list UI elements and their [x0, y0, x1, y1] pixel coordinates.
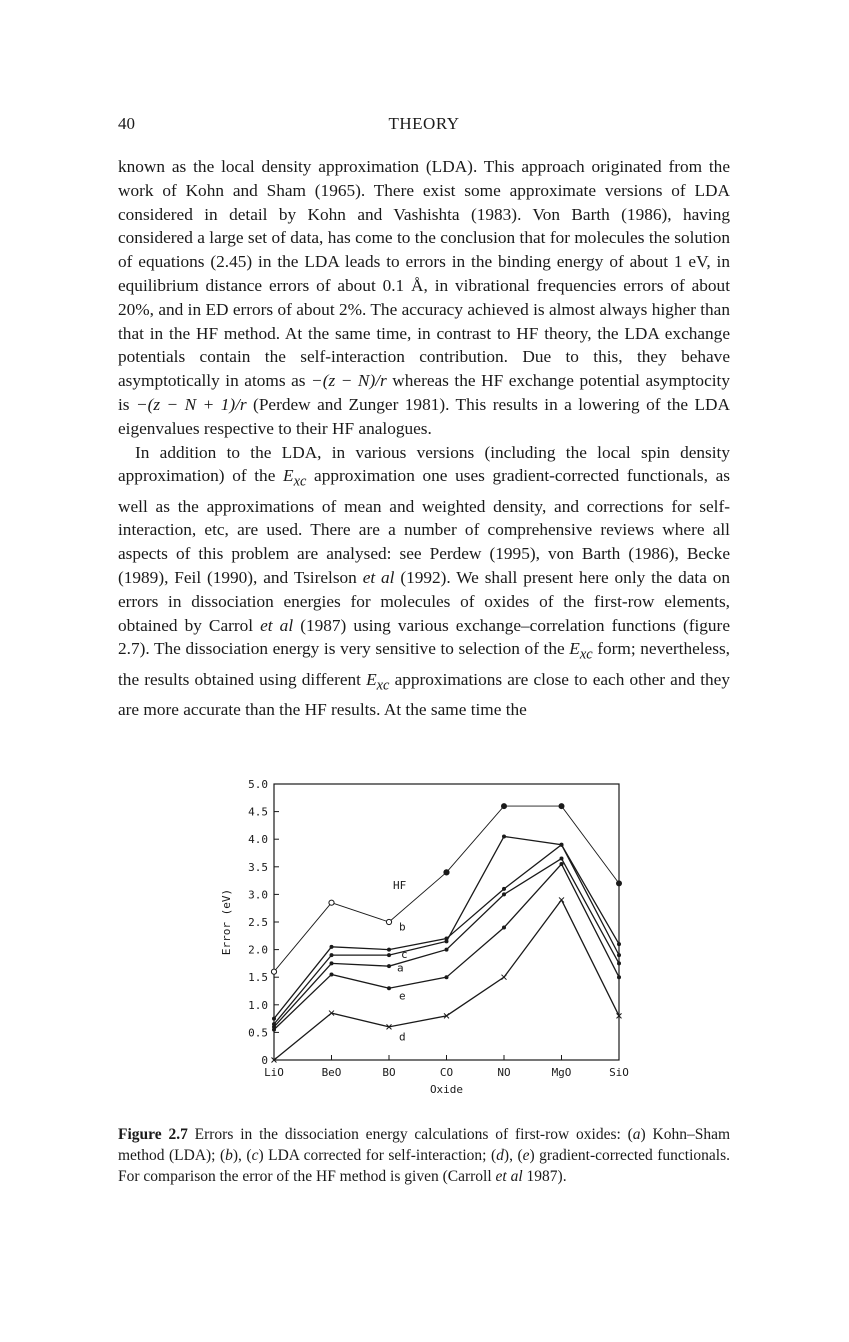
x-axis-label: Oxide	[429, 1083, 464, 1096]
data-point-HF-upper	[616, 880, 622, 886]
series-line-e	[274, 864, 619, 1030]
data-point-b	[617, 942, 621, 946]
data-point-a	[560, 857, 564, 861]
x-tick-label: BeO	[321, 1066, 342, 1079]
data-point-d	[502, 975, 507, 980]
x-tick-label: MgO	[551, 1066, 572, 1079]
data-point-e	[387, 986, 391, 990]
data-point-c	[560, 843, 564, 847]
data-point-HF-upper	[501, 803, 507, 809]
x-tick-label: LiO	[264, 1066, 284, 1079]
data-point-b	[330, 945, 334, 949]
x-tick-label: BO	[382, 1066, 396, 1079]
y-tick-label: 0.5	[248, 1026, 268, 1040]
figure-2-7	[212, 770, 642, 1110]
y-tick-label: 4.5	[248, 805, 268, 819]
data-point-HF	[329, 900, 334, 905]
curve-label-HF: HF	[393, 878, 407, 892]
data-point-HF-upper	[444, 869, 450, 875]
y-tick-label: 2.5	[248, 916, 268, 929]
data-point-b	[502, 887, 506, 891]
formula-lda-asymptote: −(z − N)/r	[311, 371, 387, 391]
x-tick-label: NO	[497, 1066, 511, 1079]
exc-symbol: $E_{xc}$	[569, 639, 593, 663]
data-point-b	[387, 948, 391, 952]
data-point-a	[502, 892, 506, 896]
y-tick-label: 1.5	[248, 971, 268, 985]
data-point-c	[502, 834, 506, 838]
data-point-e	[445, 975, 449, 979]
data-point-HF-upper	[559, 803, 565, 809]
page-header	[118, 114, 730, 138]
y-tick-label: 0	[261, 1054, 268, 1067]
data-point-c	[445, 939, 449, 943]
x-tick-label: SiO	[609, 1066, 629, 1079]
data-point-e	[330, 972, 334, 976]
y-tick-label: 3.5	[248, 860, 268, 874]
data-point-e	[272, 1028, 276, 1032]
data-point-e	[560, 862, 564, 866]
y-tick-label: 1.0	[248, 998, 268, 1012]
data-point-e	[617, 975, 621, 979]
exc-symbol: $E_{xc}$	[283, 466, 307, 490]
error-chart	[212, 770, 642, 1110]
running-title: THEORY	[388, 114, 460, 133]
data-point-c	[387, 953, 391, 957]
data-point-d	[559, 897, 564, 902]
data-point-HF	[386, 919, 391, 924]
data-point-a	[330, 961, 334, 965]
data-point-HF	[271, 969, 276, 974]
paragraph-1: known as the local density approximation (LDA). This approach originated from the work of Kohn and Sham (1965). There exist some approximate versions of LDA considered in detail by Kohn and Vashishta (1983). Von Barth (1986), having considered a large set of data, has come to the conclusion that for molecules the solution of equations (2.45) in the LDA leads to errors in the binding energy of about 1 eV, in equilibrium distance errors of about 0.1 Å, in vibrational frequencies errors of about 20%, and in ED errors of about 2%. The accuracy achieved is almost always higher than that in the HF method. At the same time, in contrast to HF theory, the LDA exchange potentials contain the self-interaction contribution. Due to this, they behave asymptotically in atoms as −(z − N)/r whereas the HF exchange potential asymptocity is −(z − N + 1)/r (Perdew and Zunger 1981). This results in a lowering of the LDA eigenvalues respective to their HF analogues.	[118, 157, 730, 438]
curve-label-c: c	[401, 947, 408, 961]
data-point-a	[387, 964, 391, 968]
y-tick-label: 5.0	[248, 778, 268, 791]
figure-label: Figure 2.7	[118, 1126, 188, 1143]
paragraph-2: In addition to the LDA, in various versions (including the local spin density approximation) of the $E_{xc}$ approximation one uses gradient-corrected functionals, as well as the approximations of mean and weighted density, and corrections for self-interaction, etc, are used. There are a number of comprehensive reviews where all aspects of this problem are analysed: see Perdew (1995), von Barth (1986), Becke (1989), Feil (1990), and Tsirelson et al (1992). We shall present here only the data on errors in dissociation energies for molecules of oxides of the first-row elements, obtained by Carrol et al (1987) using various exchange–correlation functions (figure 2.7). The dissociation energy is very sensitive to selection of the $E_{xc}$ form; nevertheless, the results obtained using different $E_{xc}$ approximations are close to each other and they are more accurate than the HF results. At the same time the	[118, 442, 731, 719]
data-point-e	[502, 926, 506, 930]
x-tick-label: CO	[439, 1066, 454, 1079]
y-tick-label: 2.0	[248, 943, 268, 957]
curve-label-e: e	[399, 989, 406, 1003]
y-axis-label: Error (eV)	[220, 888, 233, 956]
series-line-c	[274, 836, 619, 1024]
curve-label-a: a	[397, 961, 404, 975]
curve-label-d: d	[399, 1030, 406, 1044]
data-point-a	[445, 948, 449, 952]
figure-caption: Figure 2.7 Errors in the dissociation energy calculations of first-row oxides: (a) Kohn–Sham method (LDA); (b), (c) LDA corrected for self-interaction; (d), (e) gradient-corrected functionals. For comparison the error of the HF method is given (Carroll et al 1987).	[118, 1126, 731, 1185]
data-point-b	[272, 1017, 276, 1021]
exc-symbol: $E_{xc}$	[366, 669, 390, 694]
series-line-HF-upper	[447, 806, 620, 883]
y-tick-label: 4.0	[248, 833, 268, 847]
curve-label-b: b	[399, 920, 406, 934]
data-point-a	[617, 961, 621, 965]
body-text	[118, 155, 730, 722]
data-point-c	[330, 953, 334, 957]
formula-hf-asymptote: −(z − N + 1)/r	[135, 394, 247, 414]
page-number: 40	[118, 114, 135, 133]
data-point-c	[617, 953, 621, 957]
y-tick-label: 3.0	[248, 888, 268, 902]
